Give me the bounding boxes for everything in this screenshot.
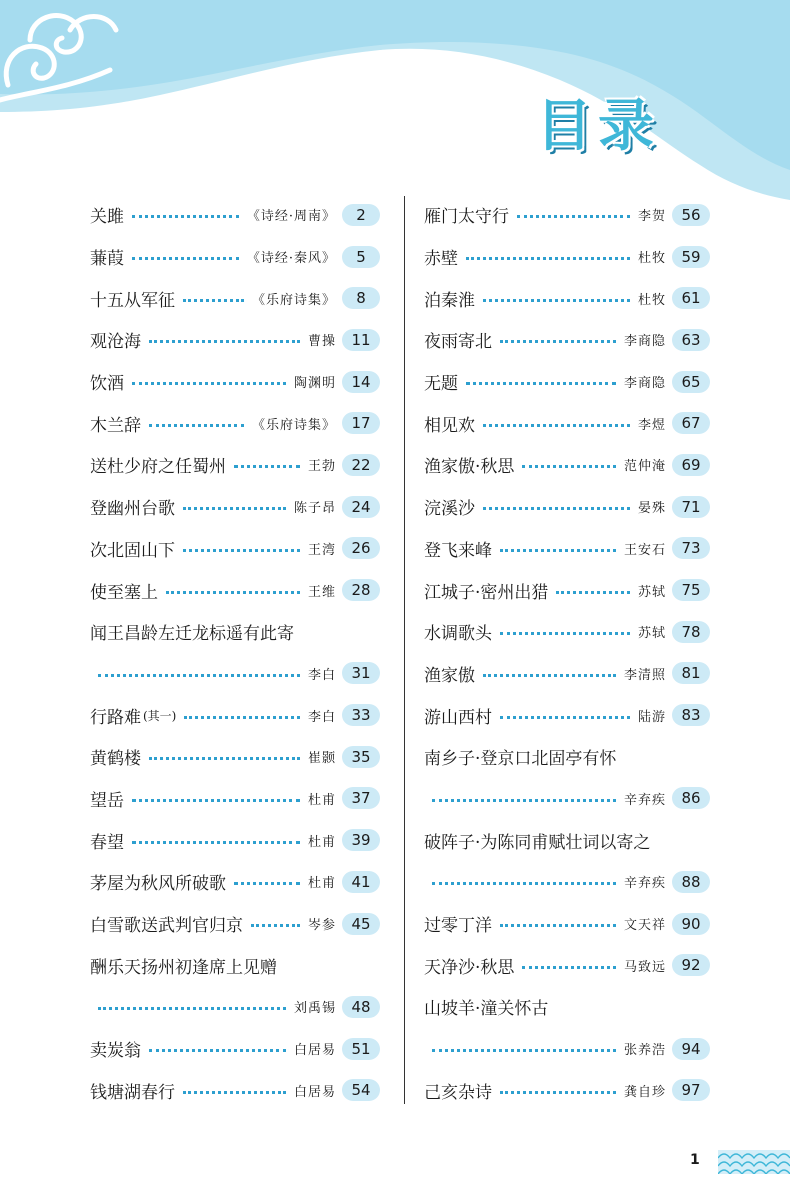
toc-entry-author: 李商隐 xyxy=(623,334,666,350)
dotted-leader xyxy=(500,632,630,635)
toc-entry-page-badge: 54 xyxy=(342,1079,380,1101)
toc-entry-title: 蒹葭 xyxy=(90,249,124,270)
dotted-leader xyxy=(466,382,616,385)
toc-entry-author: 李白 xyxy=(307,667,336,683)
toc-entry[interactable] xyxy=(90,319,380,361)
toc-entry-title: 黄鹤楼 xyxy=(90,749,141,770)
toc-entry-author: 苏轼 xyxy=(637,584,666,600)
toc-entry-page-badge: 31 xyxy=(342,662,380,684)
toc-entry-author: 李清照 xyxy=(623,667,666,683)
toc-entry[interactable] xyxy=(424,694,710,736)
toc-entry-author: 马致远 xyxy=(623,959,666,975)
page-number: 1 xyxy=(690,1152,700,1168)
toc-entry[interactable] xyxy=(424,1028,710,1070)
toc-entry[interactable] xyxy=(424,444,710,486)
toc-entry-author: 李贺 xyxy=(637,209,666,225)
toc-entry-author: 文天祥 xyxy=(623,918,666,934)
toc-entry[interactable] xyxy=(424,653,710,695)
toc-entry-page-badge: 41 xyxy=(342,871,380,893)
toc-entry-page-badge: 37 xyxy=(342,787,380,809)
toc-entry-author: 白居易 xyxy=(293,1043,336,1059)
dotted-leader xyxy=(132,215,239,218)
toc-entry-page-badge: 39 xyxy=(342,829,380,851)
column-divider xyxy=(404,196,405,1104)
toc-entry[interactable] xyxy=(424,611,710,653)
toc-entry-title: 十五从军征 xyxy=(90,290,175,311)
toc-entry[interactable] xyxy=(90,653,380,695)
dotted-leader xyxy=(98,1007,286,1010)
toc-entry-title: 破阵子·为陈同甫赋壮词以寄之 xyxy=(424,832,651,853)
toc-entry-page-badge: 48 xyxy=(342,996,380,1018)
toc-entry-author: 曹操 xyxy=(307,334,336,350)
toc-entry[interactable] xyxy=(424,277,710,319)
toc-entry-page-badge: 88 xyxy=(672,871,710,893)
dotted-leader xyxy=(500,1091,616,1094)
toc-entry[interactable] xyxy=(424,861,710,903)
dotted-leader xyxy=(132,799,300,802)
toc-entry-author: 杜牧 xyxy=(637,292,666,308)
toc-entry-title: 登飞来峰 xyxy=(424,540,492,561)
toc-entry-title: 南乡子·登京口北固亭有怀 xyxy=(424,749,617,770)
toc-entry-page-badge: 63 xyxy=(672,329,710,351)
toc-entry[interactable] xyxy=(90,736,380,778)
toc-entry-page-badge: 97 xyxy=(672,1079,710,1101)
toc-entry[interactable] xyxy=(90,236,380,278)
toc-entry-title: 使至塞上 xyxy=(90,582,158,603)
page-title: 目录 xyxy=(536,94,660,159)
dotted-leader xyxy=(500,924,616,927)
toc-entry[interactable] xyxy=(424,903,710,945)
toc-entry[interactable] xyxy=(90,1069,380,1111)
toc-entry-page-badge: 73 xyxy=(672,537,710,559)
toc-entry-title: 饮酒 xyxy=(90,374,124,395)
toc-entry-page-badge: 2 xyxy=(342,204,380,226)
toc-entry-page-badge: 94 xyxy=(672,1038,710,1060)
toc-entry[interactable] xyxy=(424,236,710,278)
toc-left-column xyxy=(90,194,380,1111)
toc-entry-title: 渔家傲 xyxy=(424,665,475,686)
dotted-leader xyxy=(234,882,300,885)
toc-entry-page-badge: 78 xyxy=(672,621,710,643)
wave-pattern-icon xyxy=(718,1150,790,1174)
toc-entry-page-badge: 51 xyxy=(342,1038,380,1060)
toc-entry-title: 天净沙·秋思 xyxy=(424,957,515,978)
toc-entry-author: 范仲淹 xyxy=(623,459,666,475)
toc-entry-title: 行路难 xyxy=(90,707,141,728)
toc-entry-author: 杜甫 xyxy=(307,876,336,892)
dotted-leader xyxy=(183,549,300,552)
toc-entry-page-badge: 86 xyxy=(672,787,710,809)
toc-entry[interactable] xyxy=(90,528,380,570)
toc-entry-author: 辛弃疾 xyxy=(623,792,666,808)
toc-entry[interactable] xyxy=(424,528,710,570)
toc-entry-author: 《诗经·周南》 xyxy=(246,209,336,225)
toc-entry-author: 苏轼 xyxy=(637,626,666,642)
toc-entry-page-badge: 83 xyxy=(672,704,710,726)
toc-entry-subtitle: (其一) xyxy=(143,708,177,723)
toc-entry-title: 登幽州台歌 xyxy=(90,499,175,520)
dotted-leader xyxy=(183,299,244,302)
toc-entry-title: 酬乐天扬州初逢席上见赠 xyxy=(90,957,277,978)
toc-entry[interactable] xyxy=(90,402,380,444)
toc-entry-page-badge: 71 xyxy=(672,496,710,518)
dotted-leader xyxy=(132,841,300,844)
toc-entry-author: 晏殊 xyxy=(637,501,666,517)
toc-entry-author: 龚自珍 xyxy=(623,1084,666,1100)
toc-entry-page-badge: 5 xyxy=(342,246,380,268)
toc-entry-page-badge: 45 xyxy=(342,913,380,935)
toc-entry-author: 李煜 xyxy=(637,417,666,433)
toc-entry-author: 王勃 xyxy=(307,459,336,475)
dotted-leader xyxy=(183,1091,286,1094)
toc-entry-page-badge: 22 xyxy=(342,454,380,476)
toc-entry-title: 过零丁洋 xyxy=(424,916,492,937)
dotted-leader xyxy=(483,674,616,677)
toc-entry-author: 王维 xyxy=(307,584,336,600)
toc-entry-author: 杜牧 xyxy=(637,251,666,267)
toc-entry-page-badge: 65 xyxy=(672,371,710,393)
dotted-leader xyxy=(522,465,616,468)
toc-entry[interactable] xyxy=(90,361,380,403)
toc-entry-title: 水调歌头 xyxy=(424,624,492,645)
dotted-leader xyxy=(183,507,286,510)
toc-entry-page-badge: 92 xyxy=(672,954,710,976)
dotted-leader xyxy=(184,716,300,719)
toc-entry[interactable] xyxy=(90,444,380,486)
toc-entry-title: 关雎 xyxy=(90,207,124,228)
toc-entry-title: 渔家傲·秋思 xyxy=(424,457,515,478)
dotted-leader xyxy=(522,966,616,969)
toc-entry-author: 白居易 xyxy=(293,1084,336,1100)
dotted-leader xyxy=(556,591,630,594)
toc-entry-page-badge: 26 xyxy=(342,537,380,559)
toc-entry[interactable] xyxy=(424,1069,710,1111)
toc-entry-author: 《乐府诗集》 xyxy=(251,417,336,433)
dotted-leader xyxy=(483,299,630,302)
toc-entry-author: 岑参 xyxy=(307,918,336,934)
dotted-leader xyxy=(149,1049,286,1052)
toc-entry[interactable] xyxy=(424,319,710,361)
toc-entry[interactable] xyxy=(424,194,710,236)
dotted-leader xyxy=(500,340,616,343)
toc-entry[interactable] xyxy=(90,861,380,903)
toc-entry[interactable] xyxy=(424,402,710,444)
toc-entry-title: 赤壁 xyxy=(424,249,458,270)
dotted-leader xyxy=(149,340,300,343)
toc-entry-page-badge: 35 xyxy=(342,746,380,768)
toc-entry-title: 钱塘湖春行 xyxy=(90,1082,175,1103)
toc-entry-page-badge: 17 xyxy=(342,412,380,434)
toc-entry-title: 泊秦淮 xyxy=(424,290,475,311)
toc-entry-title: 次北固山下 xyxy=(90,540,175,561)
toc-entry-title: 浣溪沙 xyxy=(424,499,475,520)
dotted-leader xyxy=(132,257,239,260)
toc-entry-title: 无题 xyxy=(424,374,458,395)
toc-entry-page-badge: 90 xyxy=(672,913,710,935)
toc-entry-page-badge: 75 xyxy=(672,579,710,601)
toc-entry-author: 刘禹锡 xyxy=(293,1001,336,1017)
toc-entry[interactable] xyxy=(424,819,710,861)
toc-entry[interactable] xyxy=(90,1028,380,1070)
dotted-leader xyxy=(234,465,300,468)
toc-entry-title: 观沧海 xyxy=(90,332,141,353)
toc-entry-page-badge: 24 xyxy=(342,496,380,518)
toc-entry-title: 送杜少府之任蜀州 xyxy=(90,457,226,478)
toc-entry[interactable] xyxy=(90,694,380,736)
toc-entry-author: 辛弃疾 xyxy=(623,876,666,892)
dotted-leader xyxy=(432,882,616,885)
toc-entry-title: 山坡羊·潼关怀古 xyxy=(424,999,549,1020)
toc-entry-author: 王湾 xyxy=(307,542,336,558)
toc-entry-author: 杜甫 xyxy=(307,792,336,808)
dotted-leader xyxy=(483,424,630,427)
toc-entry-author: 杜甫 xyxy=(307,834,336,850)
toc-entry[interactable] xyxy=(424,736,710,778)
toc-entry[interactable] xyxy=(90,778,380,820)
dotted-leader xyxy=(432,799,616,802)
toc-entry[interactable] xyxy=(90,194,380,236)
toc-entry-title: 相见欢 xyxy=(424,415,475,436)
toc-entry-page-badge: 11 xyxy=(342,329,380,351)
toc-entry[interactable] xyxy=(424,986,710,1028)
toc-entry-page-badge: 59 xyxy=(672,246,710,268)
toc-entry-author: 《诗经·秦风》 xyxy=(246,251,336,267)
toc-entry-page-badge: 33 xyxy=(342,704,380,726)
toc-entry-author: 陈子昂 xyxy=(293,501,336,517)
toc-entry-author: 陶渊明 xyxy=(293,376,336,392)
toc-entry-page-badge: 28 xyxy=(342,579,380,601)
toc-entry[interactable] xyxy=(90,903,380,945)
header-wave-decoration xyxy=(0,0,790,200)
toc-entry-author: 李白 xyxy=(307,709,336,725)
toc-entry-author: 陆游 xyxy=(637,709,666,725)
dotted-leader xyxy=(132,382,286,385)
dotted-leader xyxy=(149,757,300,760)
toc-entry[interactable] xyxy=(90,569,380,611)
dotted-leader xyxy=(166,591,300,594)
toc-entry[interactable] xyxy=(90,486,380,528)
toc-entry-title: 春望 xyxy=(90,832,124,853)
toc-entry-page-badge: 81 xyxy=(672,662,710,684)
toc-entry-title: 白雪歌送武判官归京 xyxy=(90,916,243,937)
toc-entry-author: 张养浩 xyxy=(623,1043,666,1059)
toc-entry-page-badge: 67 xyxy=(672,412,710,434)
toc-entry-title: 茅屋为秋风所破歌 xyxy=(90,874,226,895)
toc-entry-page-badge: 61 xyxy=(672,287,710,309)
dotted-leader xyxy=(517,215,630,218)
toc-entry-page-badge: 69 xyxy=(672,454,710,476)
toc-entry[interactable] xyxy=(90,819,380,861)
toc-entry-title: 己亥杂诗 xyxy=(424,1082,492,1103)
toc-entry-title: 闻王昌龄左迁龙标遥有此寄 xyxy=(90,624,294,645)
toc-entry-page-badge: 8 xyxy=(342,287,380,309)
toc-entry-title: 游山西村 xyxy=(424,707,492,728)
toc-entry-title: 雁门太守行 xyxy=(424,207,509,228)
dotted-leader xyxy=(500,549,616,552)
dotted-leader xyxy=(149,424,244,427)
toc-entry-author: 李商隐 xyxy=(623,376,666,392)
toc-entry[interactable] xyxy=(424,778,710,820)
toc-entry[interactable] xyxy=(90,986,380,1028)
toc-entry-author: 崔颢 xyxy=(307,751,336,767)
toc-right-column xyxy=(424,194,710,1111)
toc-entry-title: 夜雨寄北 xyxy=(424,332,492,353)
toc-entry[interactable] xyxy=(90,944,380,986)
dotted-leader xyxy=(500,716,630,719)
toc-entry[interactable] xyxy=(424,486,710,528)
dotted-leader xyxy=(98,674,300,677)
toc-entry-title: 江城子·密州出猎 xyxy=(424,582,549,603)
toc-entry-page-badge: 56 xyxy=(672,204,710,226)
dotted-leader xyxy=(251,924,300,927)
toc-entry[interactable] xyxy=(424,361,710,403)
toc-entry[interactable] xyxy=(424,944,710,986)
toc-entry-title: 木兰辞 xyxy=(90,415,141,436)
toc-entry-author: 王安石 xyxy=(623,542,666,558)
toc-entry-title: 望岳 xyxy=(90,790,124,811)
dotted-leader xyxy=(432,1049,616,1052)
toc-entry[interactable] xyxy=(424,569,710,611)
dotted-leader xyxy=(466,257,630,260)
toc-entry-title: 卖炭翁 xyxy=(90,1041,141,1062)
toc-entry-author: 《乐府诗集》 xyxy=(251,292,336,308)
toc-entry-page-badge: 14 xyxy=(342,371,380,393)
toc-entry[interactable] xyxy=(90,611,380,653)
toc-entry[interactable] xyxy=(90,277,380,319)
dotted-leader xyxy=(483,507,630,510)
